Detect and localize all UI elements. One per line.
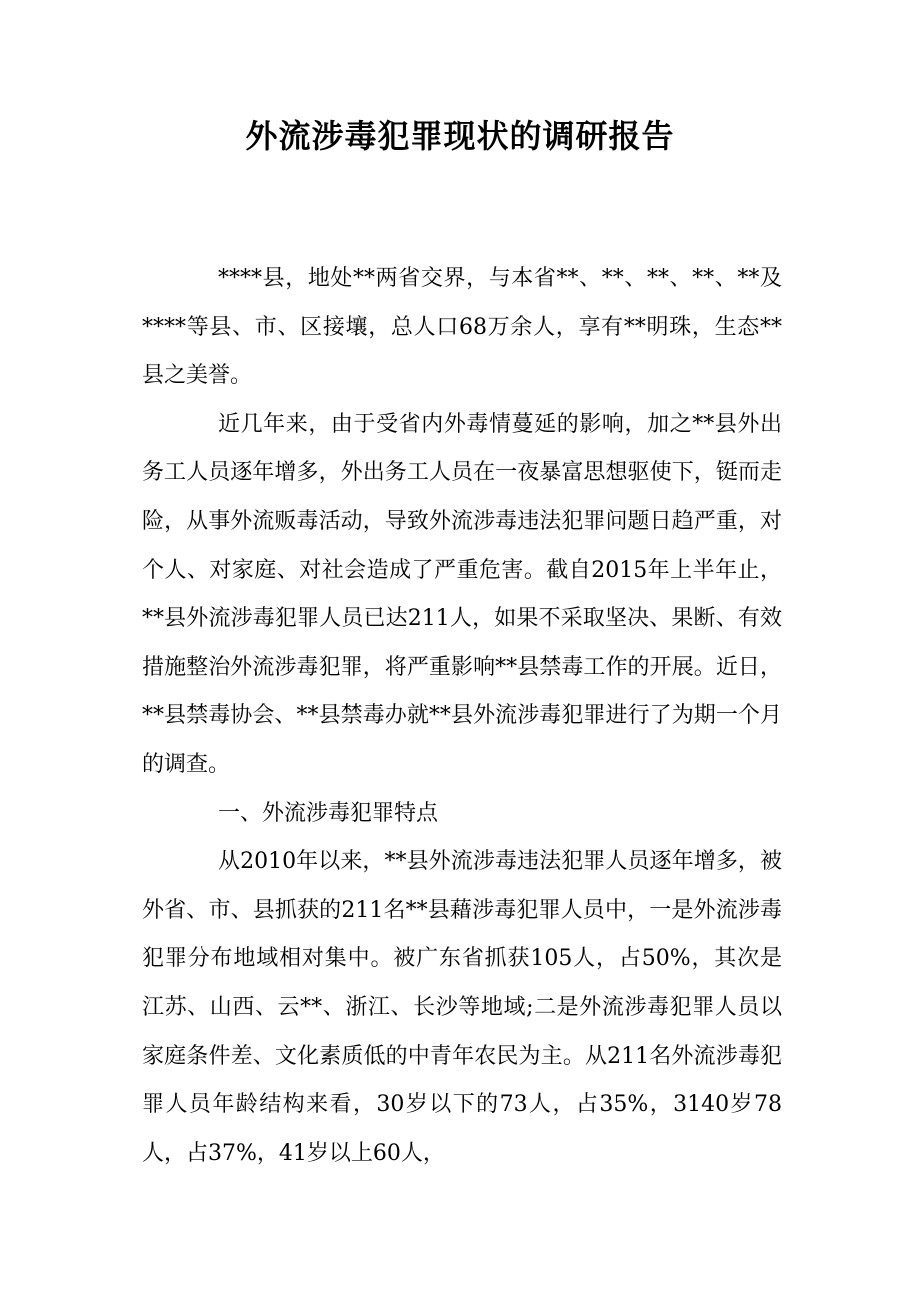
intro-paragraph: ****县，地处**两省交界，与本省**、**、**、**、**及****等县、市、区接壤，总人口68万余人，享有**明珠，生态**县之美誉。 — [142, 266, 782, 389]
document-body — [142, 255, 782, 1178]
document-title: 外流涉毒犯罪现状的调研报告 — [245, 117, 675, 155]
section-paragraph: 从2010年以来，**县外流涉毒违法犯罪人员逐年增多，被外省、市、县抓获的211名**县藉涉毒犯罪人员中，一是外流涉毒犯罪分布地域相对集中。被广东省抓获105人，占50%，其次是江苏、山西、云**、浙江、长沙等地域;二是外流涉毒犯罪人员以家庭条件差、文化素质低的中青年农民为主。从211名外流涉毒犯罪人员年龄结构来看，30岁以下的73人，占35%，3140岁78人，占37%，41岁以上60人， — [142, 849, 782, 1166]
background-paragraph: 近几年来，由于受省内外毒情蔓延的影响，加之**县外出务工人员逐年增多，外出务工人员在一夜暴富思想驱使下，铤而走险，从事外流贩毒活动，导致外流涉毒违法犯罪问题日趋严重，对个人、对家庭、对社会造成了严重危害。截自2015年上半年止，**县外流涉毒犯罪人员已达211人，如果不采取坚决、果断、有效措施整治外流涉毒犯罪，将严重影响**县禁毒工作的开展。近日，**县禁毒协会、**县禁毒办就**县外流涉毒犯罪进行了为期一个月的调查。 — [142, 411, 782, 777]
section-heading: 一、外流涉毒犯罪特点 — [218, 800, 439, 826]
